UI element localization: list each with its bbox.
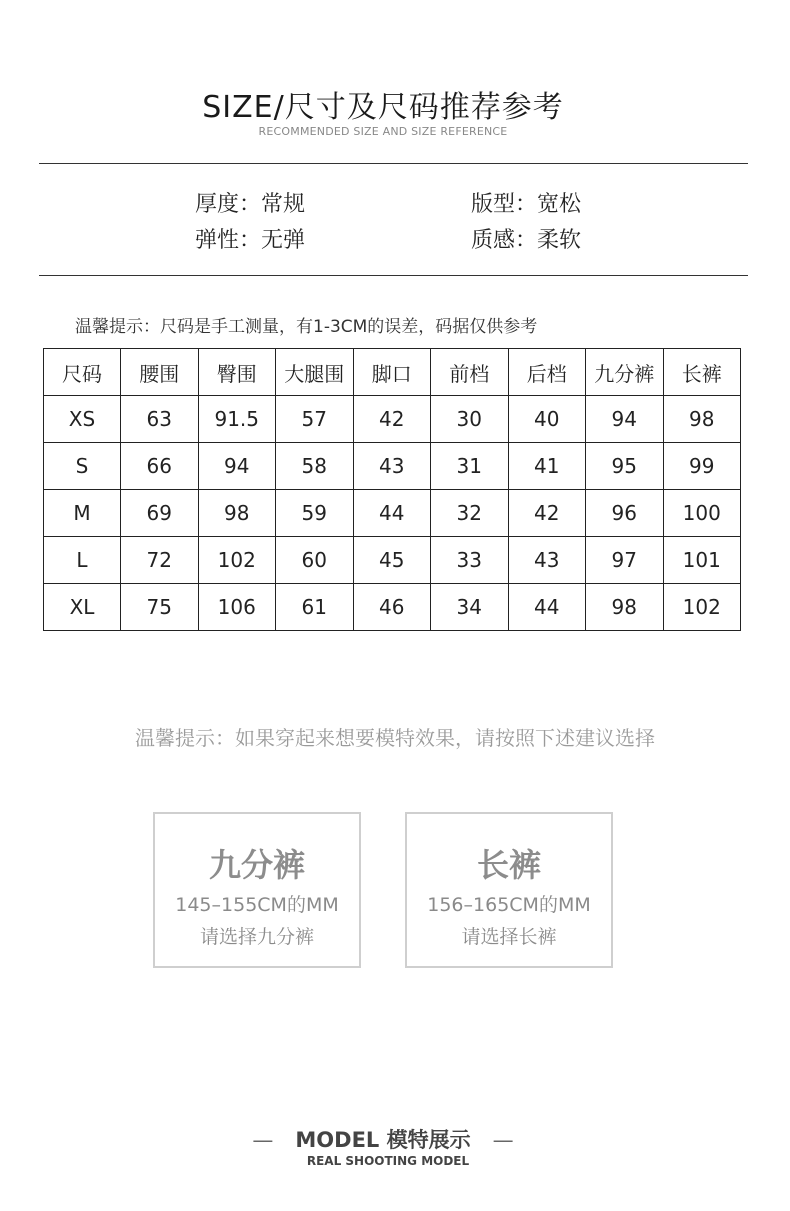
model-tip: 温馨提示：如果穿起来想要模特效果，请按照下述建议选择: [135, 726, 655, 750]
table-cell: XL: [44, 584, 121, 631]
header-cell: 后档: [508, 349, 586, 396]
size-tip: 温馨提示：尺码是手工测量，有1-3CM的误差，码据仅供参考: [75, 317, 538, 337]
table-cell: 66: [121, 443, 199, 490]
table-cell: 99: [663, 443, 741, 490]
table-row: [44, 584, 741, 631]
page-subtitle: RECOMMENDED SIZE AND SIZE REFERENCE: [258, 125, 508, 138]
recommendation-card-long: [405, 812, 613, 968]
table-cell: 43: [508, 537, 586, 584]
recommendation-title: 长裤: [476, 846, 541, 884]
table-cell: 91.5: [198, 396, 276, 443]
table-row: [44, 490, 741, 537]
table-cell: 98: [198, 490, 276, 537]
property-thickness: 厚度：常规: [195, 192, 306, 217]
model-title-text: MODEL 模特展示: [295, 1128, 471, 1152]
table-cell: 106: [198, 584, 276, 631]
property-elasticity: 弹性：无弹: [195, 228, 306, 253]
table-cell: 95: [586, 443, 664, 490]
dash-left: —: [252, 1128, 274, 1152]
table-cell: 72: [121, 537, 199, 584]
table-cell: XS: [44, 396, 121, 443]
table-cell: 40: [508, 396, 586, 443]
table-cell: S: [44, 443, 121, 490]
header-cell: 九分裤: [586, 349, 664, 396]
recommendation-card-cropped: [153, 812, 361, 968]
table-cell: 101: [663, 537, 741, 584]
divider-top: [39, 163, 748, 164]
header-cell: 大腿围: [276, 349, 354, 396]
table-cell: 58: [276, 443, 354, 490]
table-row: [44, 443, 741, 490]
table-cell: 102: [198, 537, 276, 584]
table-cell: 69: [121, 490, 199, 537]
property-texture: 质感：柔软: [471, 228, 582, 253]
table-cell: 60: [276, 537, 354, 584]
table-cell: 32: [431, 490, 509, 537]
table-cell: 57: [276, 396, 354, 443]
header-cell: 长裤: [663, 349, 741, 396]
table-cell: 33: [431, 537, 509, 584]
table-row: [44, 396, 741, 443]
table-cell: 61: [276, 584, 354, 631]
table-cell: 30: [431, 396, 509, 443]
divider-bottom: [39, 275, 748, 276]
table-cell: 100: [663, 490, 741, 537]
recommendation-height: 156–165CM的MM: [427, 894, 591, 916]
table-cell: 34: [431, 584, 509, 631]
model-section-subtitle: REAL SHOOTING MODEL: [306, 1154, 470, 1168]
page-title: SIZE/尺寸及尺码推荐参考: [202, 90, 564, 125]
table-cell: L: [44, 537, 121, 584]
table-cell: 31: [431, 443, 509, 490]
table-cell: 102: [663, 584, 741, 631]
size-table: [43, 348, 741, 631]
header-cell: 臀围: [198, 349, 276, 396]
table-cell: 97: [586, 537, 664, 584]
header-cell: 脚口: [353, 349, 431, 396]
header-cell: 尺码: [44, 349, 121, 396]
property-fit: 版型：宽松: [471, 192, 582, 217]
header-cell: 腰围: [121, 349, 199, 396]
table-cell: 42: [508, 490, 586, 537]
table-cell: 75: [121, 584, 199, 631]
table-cell: 98: [586, 584, 664, 631]
table-cell: 96: [586, 490, 664, 537]
table-cell: 98: [663, 396, 741, 443]
table-cell: 44: [508, 584, 586, 631]
table-header-row: [44, 349, 741, 396]
table-cell: 42: [353, 396, 431, 443]
table-cell: 45: [353, 537, 431, 584]
table-cell: 46: [353, 584, 431, 631]
table-cell: M: [44, 490, 121, 537]
table-cell: 94: [198, 443, 276, 490]
recommendation-advice: 请选择九分裤: [199, 926, 314, 948]
header-cell: 前档: [431, 349, 509, 396]
dash-right: —: [492, 1128, 514, 1152]
model-section-title: [0, 1124, 766, 1154]
table-cell: 41: [508, 443, 586, 490]
table-cell: 44: [353, 490, 431, 537]
table-cell: 43: [353, 443, 431, 490]
table-row: [44, 537, 741, 584]
recommendation-height: 145–155CM的MM: [175, 894, 339, 916]
table-cell: 94: [586, 396, 664, 443]
recommendation-title: 九分裤: [208, 846, 305, 884]
table-cell: 63: [121, 396, 199, 443]
table-cell: 59: [276, 490, 354, 537]
recommendation-advice: 请选择长裤: [461, 926, 557, 948]
